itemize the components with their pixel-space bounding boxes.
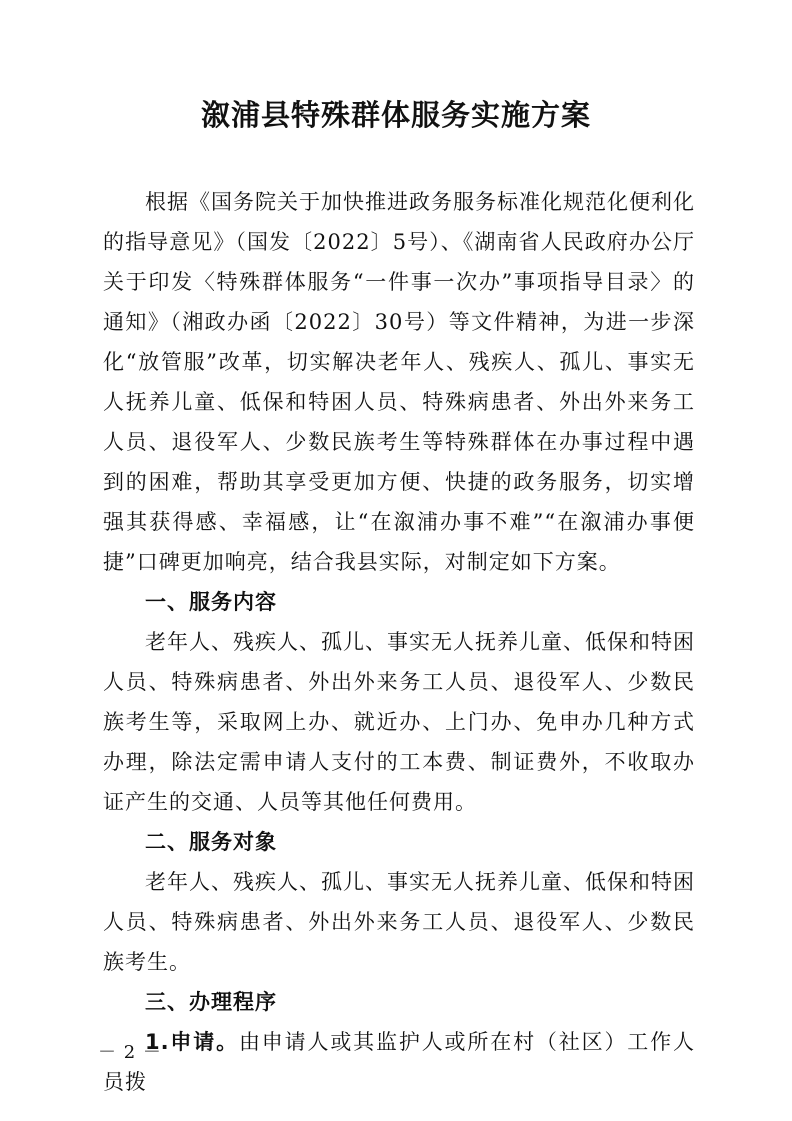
procedure-item-1 [103,1022,695,1102]
intro-paragraph: 根据《国务院关于加快推进政务服务标准化规范化便利化的指导意见》（国发〔2022〕5号）、《湖南省人民政府办公厅关于印发〈特殊群体服务“一件事一次办”事项指导目录〉的通知》（湘政办函〔2022〕30号）等文件精神，为进一步深化“放管服”改革，切实解决老年人、残疾人、孤儿、事实无人抚养儿童、低保和特困人员、特殊病患者、外出外来务工人员、退役军人、少数民族考生等特殊群体在办事过程中遇到的困难，帮助其享受更加方便、快捷的政务服务，切实增强其获得感、幸福感，让“在溆浦办事不难”“在溆浦办事便捷”口碑更加响亮，结合我县实际，对制定如下方案。 [103,190,695,574]
page-title: 溆浦县特殊群体服务实施方案 [200,98,591,132]
procedure-item-1-lead: 1.申请。 [145,1030,239,1054]
section-heading-service-content: 一、服务内容 [145,590,277,614]
procedure-item-1-text: 由申请人或其监护人或所在村（社区）工作人员拨 [103,1030,695,1094]
document-body [103,182,695,1102]
service-targets-paragraph: 老年人、残疾人、孤儿、事实无人抚养儿童、低保和特困人员、特殊病患者、外出外来务工人员、退役军人、少数民族考生。 [103,870,695,974]
section-heading-procedure: 三、办理程序 [145,990,277,1014]
page-number: － 2 － [98,1042,162,1063]
section-heading-service-targets: 二、服务对象 [145,830,277,854]
service-content-paragraph: 老年人、残疾人、孤儿、事实无人抚养儿童、低保和特困人员、特殊病患者、外出外来务工人员、退役军人、少数民族考生等，采取网上办、就近办、上门办、免申办几种方式办理，除法定需申请人支付的工本费、制证费外，不收取办证产生的交通、人员等其他任何费用。 [103,630,695,814]
